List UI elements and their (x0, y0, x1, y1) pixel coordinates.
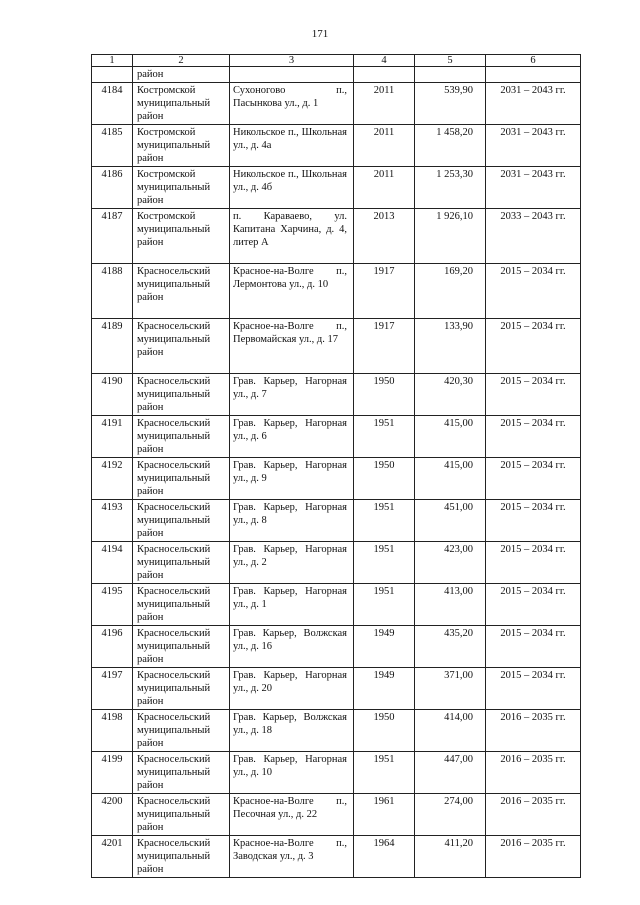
column-header: 2 (133, 55, 230, 67)
table-row (92, 710, 581, 752)
cell-period: 2015 – 2034 гг. (486, 264, 581, 319)
cell-area: 411,20 (415, 836, 486, 878)
cell-period: 2016 – 2035 гг. (486, 710, 581, 752)
cell-number: 4192 (92, 458, 133, 500)
cell-area (415, 67, 486, 83)
cell-address: Грав. Карьер, Нагорная ул., д. 1 (230, 584, 354, 626)
cell-number: 4184 (92, 83, 133, 125)
cell-period: 2016 – 2035 гг. (486, 794, 581, 836)
cell-district: Красносельский муниципальный район (133, 794, 230, 836)
cell-area: 420,30 (415, 374, 486, 416)
cell-period (486, 67, 581, 83)
cell-period: 2015 – 2034 гг. (486, 458, 581, 500)
cell-period: 2015 – 2034 гг. (486, 626, 581, 668)
cell-period: 2015 – 2034 гг. (486, 584, 581, 626)
cell-period: 2015 – 2034 гг. (486, 542, 581, 584)
page-number: 171 (311, 28, 329, 40)
cell-number: 4200 (92, 794, 133, 836)
cell-area: 274,00 (415, 794, 486, 836)
cell-year: 1917 (354, 264, 415, 319)
table-row (92, 626, 581, 668)
cell-number: 4199 (92, 752, 133, 794)
cell-address: Грав. Карьер, Волжская ул., д. 16 (230, 626, 354, 668)
table-row (92, 125, 581, 167)
column-header: 5 (415, 55, 486, 67)
table-row (92, 167, 581, 209)
cell-area: 447,00 (415, 752, 486, 794)
cell-year: 1961 (354, 794, 415, 836)
cell-number: 4188 (92, 264, 133, 319)
cell-period: 2031 – 2043 гг. (486, 167, 581, 209)
cell-area: 423,00 (415, 542, 486, 584)
cell-area: 169,20 (415, 264, 486, 319)
cell-year: 2011 (354, 167, 415, 209)
table-row (92, 319, 581, 374)
cell-area: 371,00 (415, 668, 486, 710)
cell-area: 415,00 (415, 416, 486, 458)
cell-address: Никольское п., Школьная ул., д. 4б (230, 167, 354, 209)
cell-year (354, 67, 415, 83)
cell-address: Красное-на-Волге п., Песочная ул., д. 22 (230, 794, 354, 836)
cell-district: Красносельский муниципальный район (133, 542, 230, 584)
cell-number: 4196 (92, 626, 133, 668)
cell-year: 1951 (354, 542, 415, 584)
cell-area: 1 926,10 (415, 209, 486, 264)
cell-number: 4191 (92, 416, 133, 458)
cell-area: 539,90 (415, 83, 486, 125)
cell-year: 1917 (354, 319, 415, 374)
cell-area: 133,90 (415, 319, 486, 374)
table-row (92, 668, 581, 710)
cell-address: Грав. Карьер, Нагорная ул., д. 10 (230, 752, 354, 794)
cell-address (230, 67, 354, 83)
column-header: 6 (486, 55, 581, 67)
cell-number: 4185 (92, 125, 133, 167)
cell-area: 415,00 (415, 458, 486, 500)
cell-address: Сухоногово п., Пасынкова ул., д. 1 (230, 83, 354, 125)
cell-district: Красносельский муниципальный район (133, 319, 230, 374)
cell-address: Красное-на-Волге п., Заводская ул., д. 3 (230, 836, 354, 878)
cell-address: Грав. Карьер, Нагорная ул., д. 8 (230, 500, 354, 542)
cell-number (92, 67, 133, 83)
cell-year: 1949 (354, 668, 415, 710)
cell-year: 1951 (354, 416, 415, 458)
cell-district: Красносельский муниципальный район (133, 500, 230, 542)
table-row (92, 374, 581, 416)
cell-district: Красносельский муниципальный район (133, 836, 230, 878)
cell-year: 1949 (354, 626, 415, 668)
continuation-row (92, 67, 581, 83)
table-row (92, 542, 581, 584)
cell-period: 2015 – 2034 гг. (486, 374, 581, 416)
cell-number: 4198 (92, 710, 133, 752)
table-row (92, 584, 581, 626)
cell-period: 2015 – 2034 гг. (486, 416, 581, 458)
cell-address: Никольское п., Школьная ул., д. 4а (230, 125, 354, 167)
cell-number: 4190 (92, 374, 133, 416)
cell-area: 414,00 (415, 710, 486, 752)
cell-period: 2031 – 2043 гг. (486, 125, 581, 167)
cell-year: 2011 (354, 83, 415, 125)
table-row (92, 209, 581, 264)
table-row (92, 458, 581, 500)
cell-period: 2015 – 2034 гг. (486, 319, 581, 374)
cell-year: 1950 (354, 710, 415, 752)
cell-period: 2015 – 2034 гг. (486, 668, 581, 710)
cell-address: Грав. Карьер, Нагорная ул., д. 9 (230, 458, 354, 500)
cell-district: Красносельский муниципальный район (133, 458, 230, 500)
cell-number: 4201 (92, 836, 133, 878)
cell-period: 2015 – 2034 гг. (486, 500, 581, 542)
cell-district: Костромской муниципальный район (133, 83, 230, 125)
cell-district: Красносельский муниципальный район (133, 626, 230, 668)
cell-year: 2011 (354, 125, 415, 167)
table-row (92, 83, 581, 125)
cell-year: 1951 (354, 584, 415, 626)
cell-period: 2031 – 2043 гг. (486, 83, 581, 125)
cell-number: 4194 (92, 542, 133, 584)
cell-address: п. Караваево, ул. Капитана Харчина, д. 4, литер А (230, 209, 354, 264)
cell-district: Красносельский муниципальный район (133, 264, 230, 319)
cell-district: район (133, 67, 230, 83)
cell-year: 1951 (354, 752, 415, 794)
cell-number: 4197 (92, 668, 133, 710)
cell-period: 2016 – 2035 гг. (486, 836, 581, 878)
column-number-row (92, 55, 581, 67)
table-row (92, 500, 581, 542)
cell-district: Красносельский муниципальный район (133, 374, 230, 416)
cell-district: Костромской муниципальный район (133, 167, 230, 209)
cell-address: Грав. Карьер, Волжская ул., д. 18 (230, 710, 354, 752)
cell-address: Грав. Карьер, Нагорная ул., д. 2 (230, 542, 354, 584)
table-row (92, 264, 581, 319)
cell-number: 4186 (92, 167, 133, 209)
cell-number: 4187 (92, 209, 133, 264)
cell-year: 2013 (354, 209, 415, 264)
cell-address: Грав. Карьер, Нагорная ул., д. 20 (230, 668, 354, 710)
cell-district: Костромской муниципальный район (133, 125, 230, 167)
cell-year: 1964 (354, 836, 415, 878)
cell-period: 2016 – 2035 гг. (486, 752, 581, 794)
table-row (92, 836, 581, 878)
cell-district: Красносельский муниципальный район (133, 416, 230, 458)
column-header: 4 (354, 55, 415, 67)
cell-year: 1951 (354, 500, 415, 542)
cell-area: 435,20 (415, 626, 486, 668)
table-row (92, 416, 581, 458)
cell-address: Красное-на-Волге п., Первомайская ул., д. 17 (230, 319, 354, 374)
cell-address: Красное-на-Волге п., Лермонтова ул., д. 10 (230, 264, 354, 319)
cell-district: Костромской муниципальный район (133, 209, 230, 264)
cell-area: 1 253,30 (415, 167, 486, 209)
registry-table (91, 54, 581, 878)
table-row (92, 794, 581, 836)
column-header: 3 (230, 55, 354, 67)
cell-number: 4193 (92, 500, 133, 542)
cell-district: Красносельский муниципальный район (133, 710, 230, 752)
column-header: 1 (92, 55, 133, 67)
cell-number: 4189 (92, 319, 133, 374)
cell-area: 1 458,20 (415, 125, 486, 167)
table-row (92, 752, 581, 794)
cell-district: Красносельский муниципальный район (133, 584, 230, 626)
cell-area: 413,00 (415, 584, 486, 626)
cell-period: 2033 – 2043 гг. (486, 209, 581, 264)
cell-address: Грав. Карьер, Нагорная ул., д. 7 (230, 374, 354, 416)
cell-year: 1950 (354, 374, 415, 416)
cell-district: Красносельский муниципальный район (133, 752, 230, 794)
cell-district: Красносельский муниципальный район (133, 668, 230, 710)
cell-area: 451,00 (415, 500, 486, 542)
cell-year: 1950 (354, 458, 415, 500)
cell-number: 4195 (92, 584, 133, 626)
cell-address: Грав. Карьер, Нагорная ул., д. 6 (230, 416, 354, 458)
